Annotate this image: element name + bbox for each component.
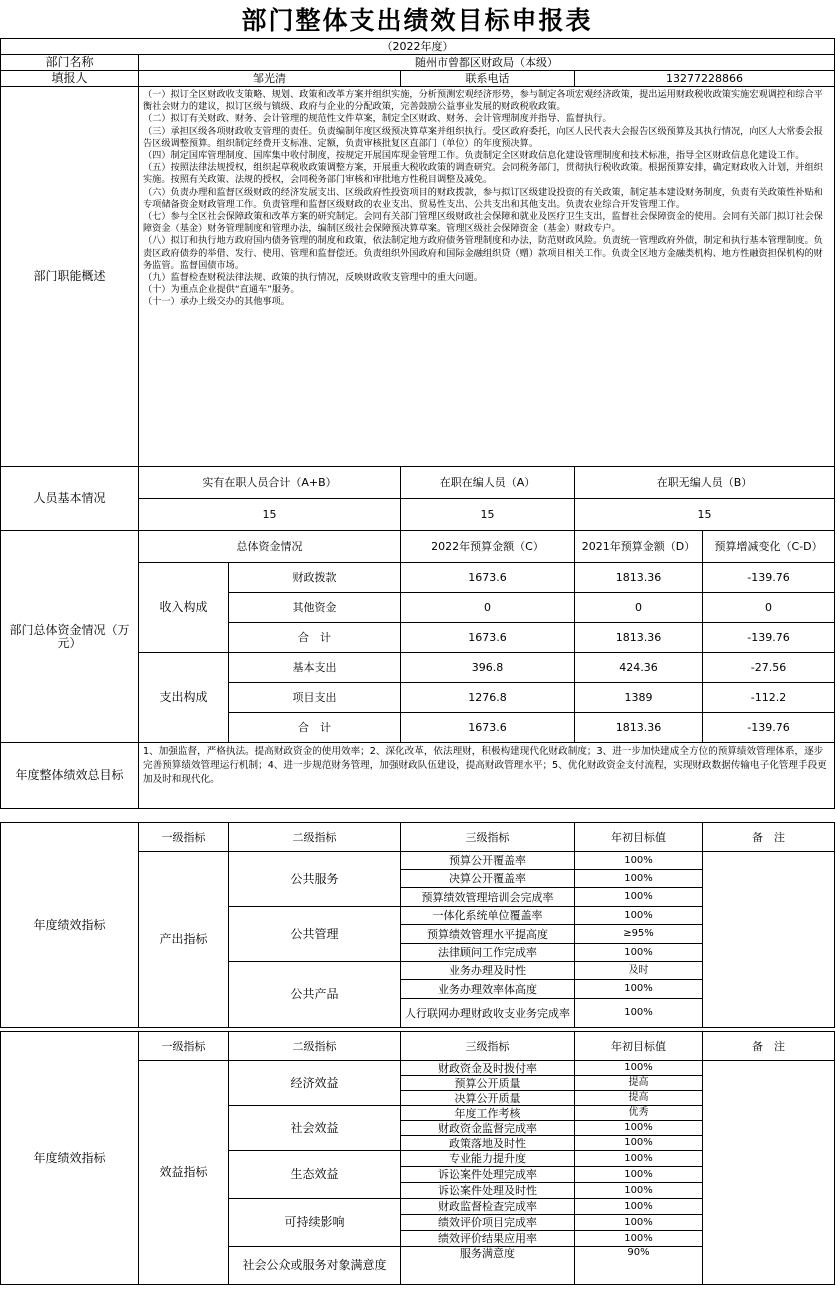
indicators-benefit-label: 年度绩效指标 <box>1 1032 139 1285</box>
header-remark: 备 注 <box>703 823 835 852</box>
level2-sustainable: 可持续影响 <box>229 1199 401 1247</box>
indicator-target: 90% <box>575 1247 703 1285</box>
phone-value: 13277228866 <box>575 71 835 87</box>
indicator-name: 绩效评价结果应用率 <box>401 1231 575 1247</box>
indicator-name: 预算公开覆盖率 <box>401 852 575 870</box>
filler-name: 邹光清 <box>139 71 401 87</box>
indicator-target: 100% <box>575 907 703 925</box>
fund-row-c: 1673.6 <box>401 563 575 593</box>
filler-label: 填报人 <box>1 71 139 87</box>
fund-row-diff: -112.2 <box>703 683 835 713</box>
indicator-name: 诉讼案件处理及时性 <box>401 1183 575 1199</box>
header-level3: 三级指标 <box>401 1032 575 1061</box>
indicator-target: 100% <box>575 1151 703 1167</box>
header-level2: 二级指标 <box>229 823 401 852</box>
level2-public-management: 公共管理 <box>229 907 401 962</box>
header-target: 年初目标值 <box>575 823 703 852</box>
level2-economic: 经济效益 <box>229 1061 401 1106</box>
funds-label: 部门总体资金情况（万元） <box>1 531 139 743</box>
overall-goal-text: 1、加强监督，严格执法。提高财政资金的使用效率；2、深化改革，依法理财，积极构建现代化财政制度；3、进一步加快建成全方位的预算绩效管理体系，逐步完善预算绩效管理运行机制；4、进一步规范财务管理，加强财政队伍建设，提高财政管理水平；5、优化财政资金支付流程，实现财政数据传输电子化管理手段更加及时和现代化。 <box>139 743 835 809</box>
indicator-name: 业务办理及时性 <box>401 962 575 980</box>
fund-row-d: 1813.36 <box>575 563 703 593</box>
fund-row-diff: -139.76 <box>703 713 835 743</box>
indicator-target: 100% <box>575 888 703 907</box>
remark-cell <box>703 852 835 1028</box>
indicators-table-benefit <box>0 1031 835 1285</box>
indicator-name: 一体化系统单位覆盖率 <box>401 907 575 925</box>
header-remark: 备 注 <box>703 1032 835 1061</box>
indicator-target: 100% <box>575 1183 703 1199</box>
dept-name-label: 部门名称 <box>1 55 139 71</box>
funds-header-diff: 预算增减变化（C-D） <box>703 531 835 563</box>
indicators-output-label: 年度绩效指标 <box>1 823 139 1028</box>
indicator-target: 提高 <box>575 1091 703 1106</box>
header-level1: 一级指标 <box>139 1032 229 1061</box>
indicator-name: 业务办理效率体高度 <box>401 980 575 999</box>
level2-public-service: 公共服务 <box>229 852 401 907</box>
fund-row-name: 其他资金 <box>229 593 401 623</box>
fund-row-d: 1813.36 <box>575 713 703 743</box>
fund-row-d: 1813.36 <box>575 623 703 653</box>
indicator-name: 专业能力提升度 <box>401 1151 575 1167</box>
header-target: 年初目标值 <box>575 1032 703 1061</box>
indicator-name: 政策落地及时性 <box>401 1136 575 1151</box>
fund-row-d: 1389 <box>575 683 703 713</box>
staff-label: 人员基本情况 <box>1 467 139 531</box>
indicator-name: 预算公开质量 <box>401 1076 575 1091</box>
funds-header-d: 2021年预算金额（D） <box>575 531 703 563</box>
indicator-name: 服务满意度 <box>401 1247 575 1285</box>
fund-row-name: 基本支出 <box>229 653 401 683</box>
indicator-target: 100% <box>575 1121 703 1136</box>
level1-benefit: 效益指标 <box>139 1061 229 1285</box>
header-level2: 二级指标 <box>229 1032 401 1061</box>
fund-row-c: 1673.6 <box>401 713 575 743</box>
staff-value-a: 15 <box>401 499 575 531</box>
indicator-name: 预算绩效管理培训会完成率 <box>401 888 575 907</box>
indicator-name: 绩效评价项目完成率 <box>401 1215 575 1231</box>
indicator-name: 法律顾问工作完成率 <box>401 944 575 962</box>
indicator-target: 及时 <box>575 962 703 980</box>
fund-row-name: 合 计 <box>229 713 401 743</box>
fund-row-name: 合 计 <box>229 623 401 653</box>
indicator-target: 100% <box>575 1199 703 1215</box>
report-table <box>0 38 835 809</box>
fund-row-diff: -139.76 <box>703 623 835 653</box>
fund-row-c: 0 <box>401 593 575 623</box>
indicators-table-output <box>0 822 835 1028</box>
indicator-target: 100% <box>575 944 703 962</box>
indicator-target: 100% <box>575 1061 703 1076</box>
staff-header-b: 在职无编人员（B） <box>575 467 835 499</box>
indicator-target: 100% <box>575 1215 703 1231</box>
overall-goal-label: 年度整体绩效总目标 <box>1 743 139 809</box>
header-level3: 三级指标 <box>401 823 575 852</box>
staff-header-a: 在职在编人员（A） <box>401 467 575 499</box>
header-level1: 一级指标 <box>139 823 229 852</box>
level2-social: 社会效益 <box>229 1106 401 1151</box>
indicator-name: 财政资金监督完成率 <box>401 1121 575 1136</box>
indicator-target: 100% <box>575 980 703 999</box>
fund-row-name: 财政拨款 <box>229 563 401 593</box>
indicator-target: 100% <box>575 1231 703 1247</box>
page-title: 部门整体支出绩效目标申报表 <box>241 6 593 35</box>
level1-output: 产出指标 <box>139 852 229 1028</box>
indicator-target: 提高 <box>575 1076 703 1091</box>
indicator-target: 100% <box>575 999 703 1028</box>
level2-public-product: 公共产品 <box>229 962 401 1028</box>
phone-label: 联系电话 <box>401 71 575 87</box>
functions-label: 部门职能概述 <box>1 87 139 467</box>
dept-name-value: 随州市曾都区财政局（本级） <box>139 55 835 71</box>
indicator-target: 100% <box>575 1136 703 1151</box>
fund-row-d: 424.36 <box>575 653 703 683</box>
indicator-name: 财政监督检查完成率 <box>401 1199 575 1215</box>
indicator-target: 优秀 <box>575 1106 703 1121</box>
funds-header-total: 总体资金情况 <box>139 531 401 563</box>
functions-text: （一）拟订全区财政收支策略、规划、政策和改革方案并组织实施，分析预测宏观经济形势，参与制定各项宏观经济政策，提出运用财政税收政策实施宏观调控和综合平衡社会财力的建议，拟订区级与镇级、政府与企业的分配政策，完善鼓励公益事业发展的财政税收政策。 （二）拟订有关财政、财务、会计管理的规范性文件草案，制定全区财政、财务、会计管理制度并指导、监督执行。 （三）承担区级各项财政收支管理的责任。负责编制年度区级预决算草案并组织执行。受区政府委托，向区人民代表大会报告区级预算及其执行情况，向区人大常委会报告区级调整预算。组织制定经费开支标准、定额，负责审核批复区直部门（单位）的年度预决算。 （四）制定国库管理制度、国库集中收付制度，按规定开展国库现金管理工作。负责制定全区财政信息化建设管理制度和技术标准，指导全区财政信息化建设工作。 （五）按照法律法规授权，组织起草税收政策调整方案，开展重大税收政策的调查研究。会同税务部门，贯彻执行税收政策。根据预算安排，确定财政收入计划，并组织实施。按照有关政策、法规的授权，会同税务部门审核和审批地方性税目调整及减免。 （六）负责办理和监督区级财政的经济发展支出、区级政府性投资项目的财政拨款，参与拟订区级建设投资的有关政策，制定基本建设财务制度，负责有关政策性补贴和专项储备资金财政管理工作。负责管理和监督区级财政的农业支出、贸易性支出、公共支出和其他支出。负责农业综合开发管理工作。 （七）参与全区社会保障政策和改革方案的研究制定。会同有关部门管理区级财政社会保障和就业及医疗卫生支出，监督社会保障资金的使用。会同有关部门拟订社会保障资金（基金）财务管理制度和管理办法，编制区级社会保障预决算草案。管理区级社会保障资金（基金）财政专户。 （八）拟订和执行地方政府国内债务管理的制度和政策，依法制定地方政府债务管理制度和办法，防范财政风险。负责统一管理政府外债，制定和执行基本管理制度。负责区政府债券的举借、发行、使用、管理和监督偿还。负责组织外国政府和国际金融组织贷（赠）款项目相关工作。负责全区地方金融类机构、地方性融资担保机构的财务监管。监督国债市场。 （九）监督检查财税法律法规、政策的执行情况，反映财政收支管理中的重大问题。 （十）为重点企业提供“直通车”服务。 （十一）承办上级交办的其他事项。 <box>139 87 835 467</box>
indicator-target: 100% <box>575 852 703 870</box>
indicator-name: 诉讼案件处理完成率 <box>401 1167 575 1183</box>
year-label: （2022年度） <box>1 39 835 55</box>
indicator-target: 100% <box>575 1167 703 1183</box>
indicator-name: 年度工作考核 <box>401 1106 575 1121</box>
fund-row-c: 396.8 <box>401 653 575 683</box>
fund-row-c: 1276.8 <box>401 683 575 713</box>
staff-header-total: 实有在职人员合计（A+B） <box>139 467 401 499</box>
fund-row-diff: -139.76 <box>703 563 835 593</box>
remark-cell <box>703 1061 835 1285</box>
level2-satisfaction: 社会公众或服务对象满意度 <box>229 1247 401 1285</box>
indicator-name: 决算公开质量 <box>401 1091 575 1106</box>
staff-value-b: 15 <box>575 499 835 531</box>
indicator-target: ≥95% <box>575 925 703 944</box>
funds-header-c: 2022年预算金额（C） <box>401 531 575 563</box>
indicator-name: 财政资金及时拨付率 <box>401 1061 575 1076</box>
indicator-name: 决算公开覆盖率 <box>401 870 575 888</box>
fund-row-diff: -27.56 <box>703 653 835 683</box>
fund-row-diff: 0 <box>703 593 835 623</box>
indicator-name: 人行联网办理财政收支业务完成率 <box>401 999 575 1028</box>
indicator-name: 预算绩效管理水平提高度 <box>401 925 575 944</box>
indicator-target: 100% <box>575 870 703 888</box>
staff-value-total: 15 <box>139 499 401 531</box>
fund-row-d: 0 <box>575 593 703 623</box>
fund-row-c: 1673.6 <box>401 623 575 653</box>
level2-ecological: 生态效益 <box>229 1151 401 1199</box>
income-label: 收入构成 <box>139 563 229 653</box>
expense-label: 支出构成 <box>139 653 229 743</box>
fund-row-name: 项目支出 <box>229 683 401 713</box>
